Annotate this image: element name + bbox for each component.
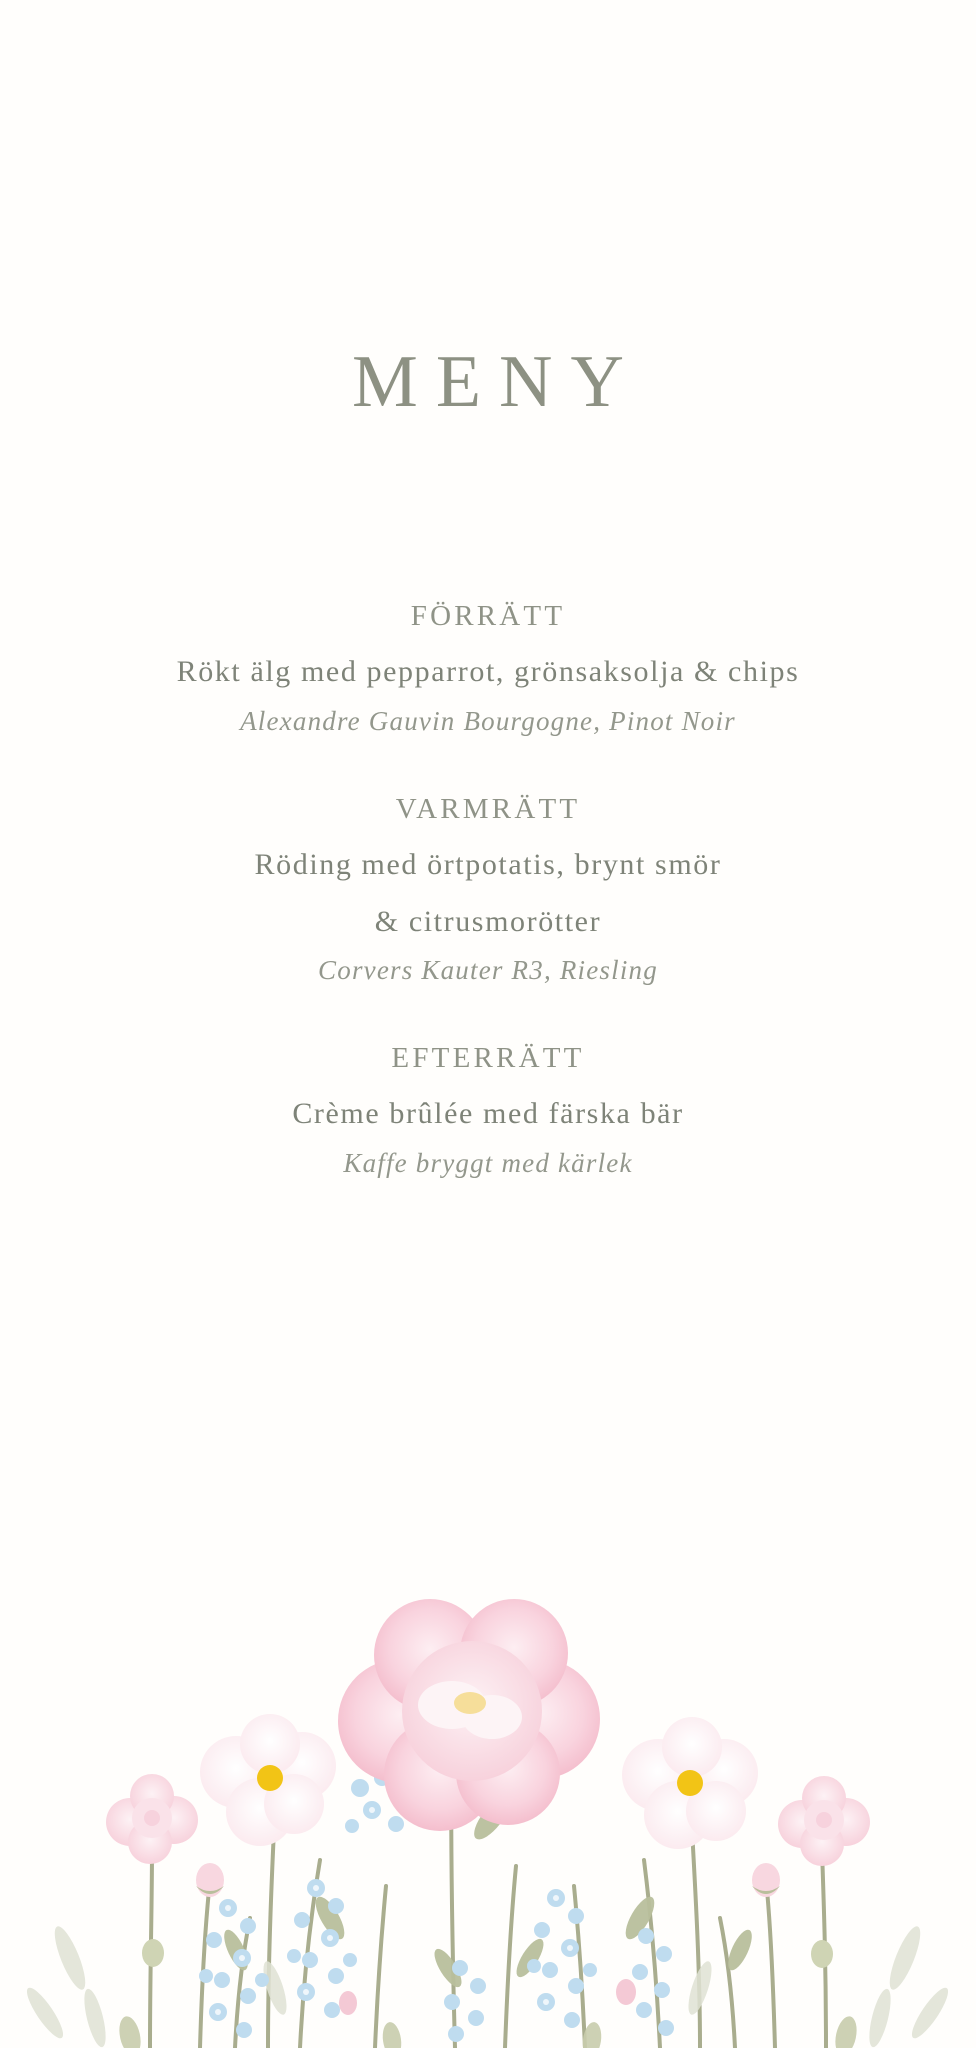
course-dish-line: & citrusmorötter [374,904,602,938]
wildflower-border-illustration [0,1488,976,2048]
course-heading: VARMRÄTT [395,792,581,825]
course-dish-line: Rökt älg med pepparrot, grönsaksolja & chips [176,655,800,688]
course-heading: EFTERRÄTT [391,1042,585,1075]
menu-course [0,793,976,987]
course-dish-line: Crème brûlée med färska bär [292,1097,684,1131]
course-drink: Kaffe bryggt med kärlek [343,1148,633,1179]
course-drink: Alexandre Gauvin Bourgogne, Pinot Noir [240,705,736,736]
menu-course [0,600,976,737]
course-dish-line: Röding med örtpotatis, brynt smör [254,847,722,881]
page-title: MENY [352,341,642,423]
menu-course-list [0,600,976,1179]
course-drink: Corvers Kauter R3, Riesling [318,955,658,986]
menu-course [0,1042,976,1179]
course-heading: FÖRRÄTT [410,600,566,632]
